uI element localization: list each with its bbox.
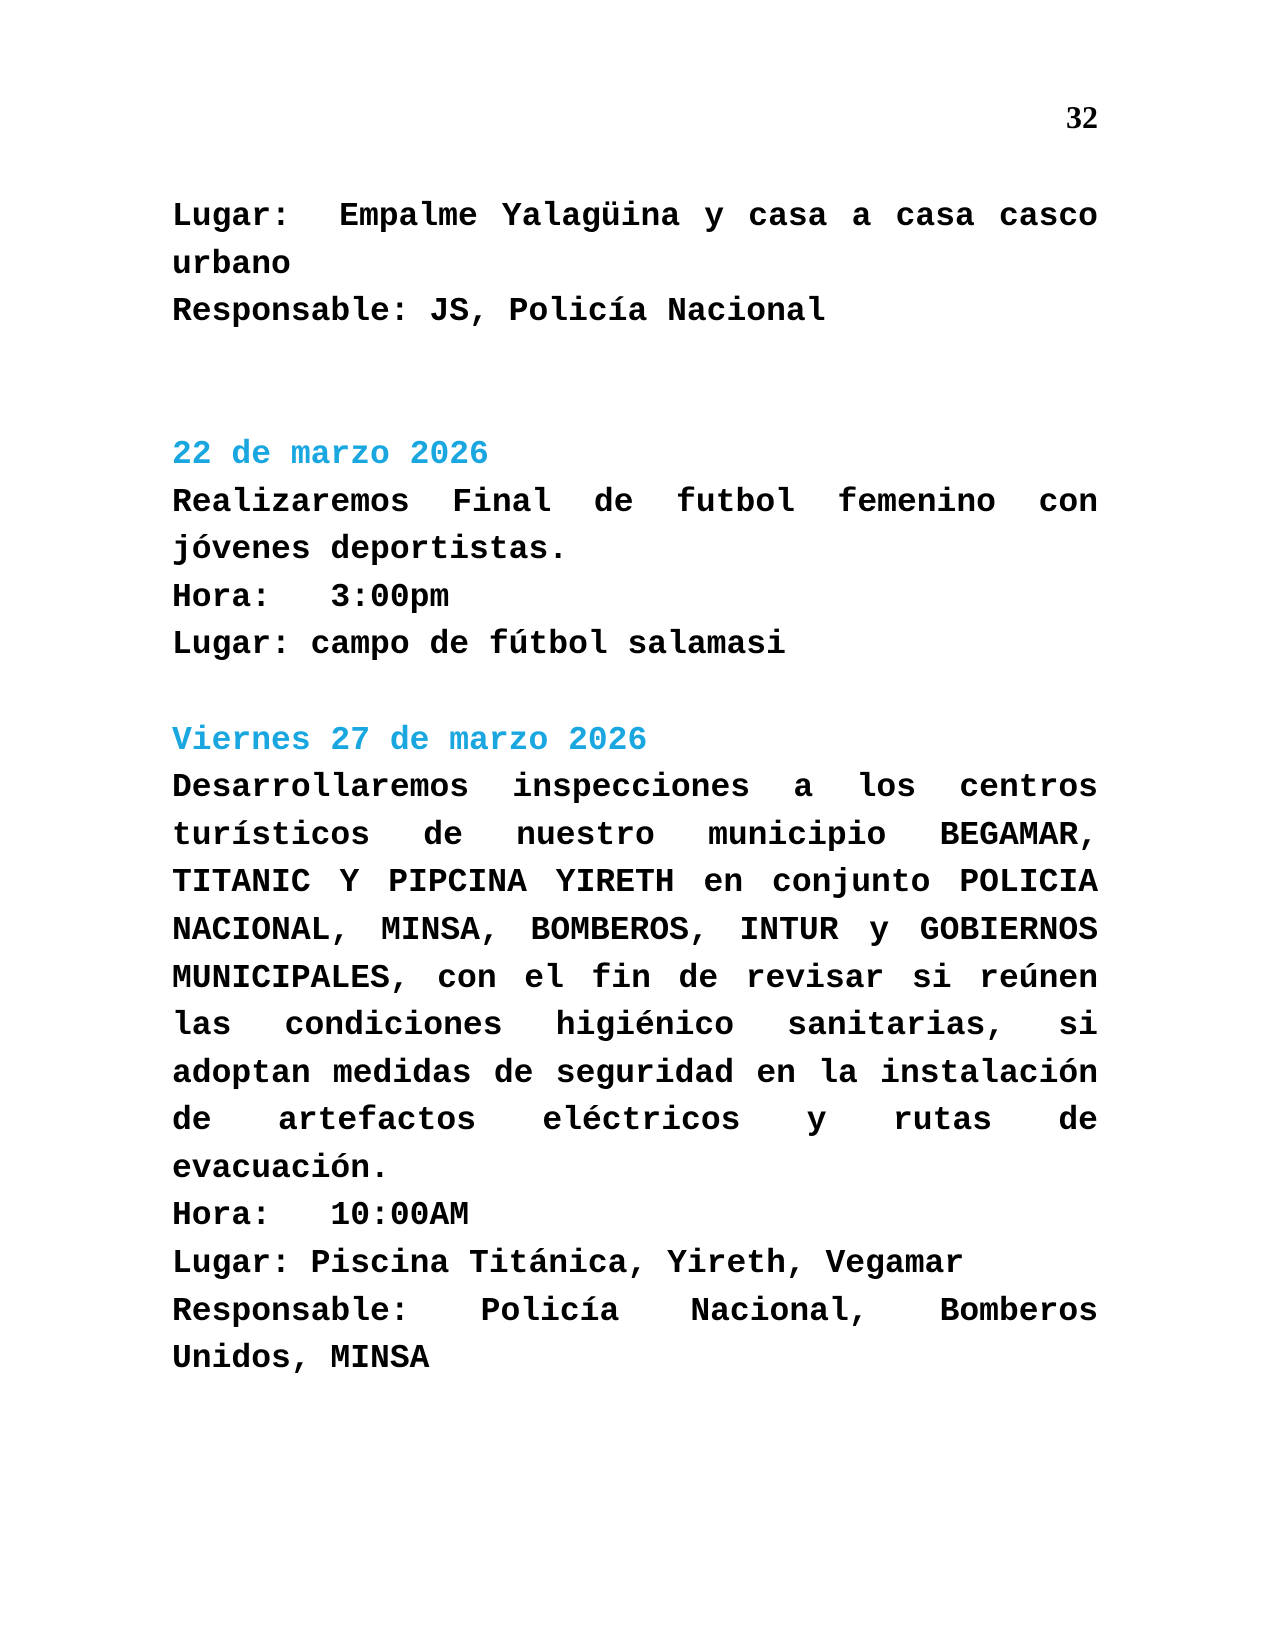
text-line: turísticos de nuestro municipio BEGAMAR, <box>172 816 1098 854</box>
text-line: Unidos, MINSA <box>172 1340 430 1378</box>
text-line: Responsable: Policía Nacional, Bomberos <box>172 1292 1098 1330</box>
text-line: Hora: 3:00pm <box>172 578 450 616</box>
text-line: Hora: 10:00AM <box>172 1197 470 1235</box>
text-line: de artefactos eléctricos y rutas de <box>172 1102 1098 1140</box>
text-line: MUNICIPALES, con el fin de revisar si reúnen <box>172 959 1098 997</box>
text-line: urbano <box>172 245 291 283</box>
page-number: 32 <box>1066 99 1098 135</box>
blank-line <box>172 383 1098 431</box>
text-line: Lugar: Empalme Yalagüina y casa a casa casco <box>172 198 1098 235</box>
document-body <box>172 193 1098 1383</box>
blank-line <box>172 669 1098 717</box>
text-line: Realizaremos Final de futbol femenino con <box>172 483 1098 521</box>
text-line: evacuación. <box>172 1149 390 1187</box>
text-line: TITANIC Y PIPCINA YIRETH en conjunto POLICIA <box>172 864 1098 902</box>
text-line: las condiciones higiénico sanitarias, si <box>172 1007 1098 1045</box>
text-line: adoptan medidas de seguridad en la instalación <box>172 1054 1098 1092</box>
text-line: Lugar: Piscina Titánica, Yireth, Vegamar <box>172 1245 965 1283</box>
blank-line <box>172 336 1098 384</box>
text-line: Desarrollaremos inspecciones a los centros <box>172 769 1098 807</box>
date-heading: Viernes 27 de marzo 2026 <box>172 721 648 759</box>
text-line: NACIONAL, MINSA, BOMBEROS, INTUR y GOBIERNOS <box>172 911 1098 949</box>
text-line: Responsable: JS, Policía Nacional <box>172 293 826 331</box>
date-heading: 22 de marzo 2026 <box>172 435 489 473</box>
text-line: jóvenes deportistas. <box>172 531 569 569</box>
text-line: Lugar: campo de fútbol salamasi <box>172 626 786 664</box>
